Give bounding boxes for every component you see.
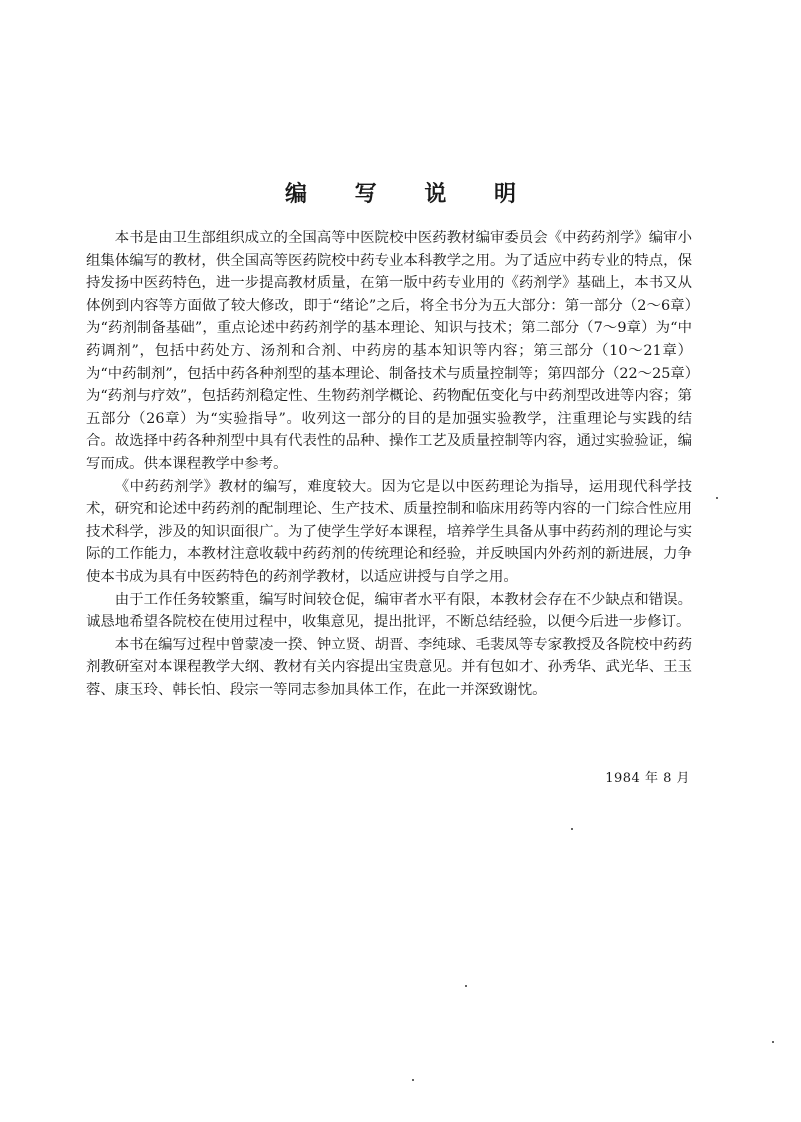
paragraph-difficulty: 《中药药剂学》教材的编写，难度较大。因为它是以中医药理论为指导，运用现代科学技术，研究和论述中药药剂的配制理论、生产技术、质量控制和临床用药等内容的一门综合性应用技术科学，涉及的知识面很广。为了使学生学好本课程，培养学生具备从事中药药剂的理论与实际的工作能力，本教材注意收载中药药剂的传统理论和经验，并反映国内外药剂的新进展，力争使本书成为具有中医药特色的药剂学教材，以适应讲授与自学之用。 <box>86 478 692 585</box>
publication-date: 1984 年 8 月 <box>605 771 690 786</box>
paragraph-acknowledgements: 本书在编写过程中曾蒙凌一揆、钟立贤、胡晋、李纯球、毛裴凤等专家教授及各院校中药药剂教研室对本课程教学大纲、教材有关内容提出宝贵意见。并有包如才、孙秀华、武光华、王玉蓉、康玉玲、韩长怕、段宗一等同志参加具体工作，在此一并深致谢忱。 <box>86 636 692 698</box>
page-title: 编 写 说 明 <box>285 181 536 207</box>
scan-speck <box>571 828 573 830</box>
scan-speck <box>465 985 467 987</box>
scan-speck <box>772 1041 774 1043</box>
scan-speck <box>716 497 718 499</box>
paragraph-intro: 本书是由卫生部组织成立的全国高等中医院校中医药教材编审委员会《中药药剂学》编审小组集体编写的教材，供全国高等医药院校中药专业本科教学之用。为了适应中药专业的特点，保持发扬中医药特色，进一步提高教材质量，在第一版中药专业用的《药剂学》基础上，本书又从体例到内容等方面做了较大修改，即于“绪论”之后，将全书分为五大部分：第一部分（2～6章）为“药剂制备基础”，重点论述中药药剂学的基本理论、知识与技术；第二部分（7～9章）为“中药调剂”，包括中药处方、汤剂和合剂、中药房的基本知识等内容；第三部分（10～21章）为“中药制剂”，包括中药各种剂型的基本理论、制备技术与质量控制等；第四部分（22～25章）为“药剂与疗效”，包括药剂稳定性、生物药剂学概论、药物配伍变化与中药剂型改进等内容；第五部分（26章）为“实验指导”。收列这一部分的目的是加强实验教学，注重理论与实践的结合。故选择中药各种剂型中具有代表性的品种、操作工艺及质量控制等内容，通过实验验证，编写而成。供本课程教学中参考。 <box>86 230 692 472</box>
paragraph-apology: 由于工作任务较繁重，编写时间较仓促，编审者水平有限，本教材会存在不少缺点和错误。诚恳地希望各院校在使用过程中，收集意见，提出批评，不断总结经验，以便今后进一步修订。 <box>86 591 692 631</box>
body-text <box>86 227 692 701</box>
scan-speck <box>412 1079 414 1081</box>
